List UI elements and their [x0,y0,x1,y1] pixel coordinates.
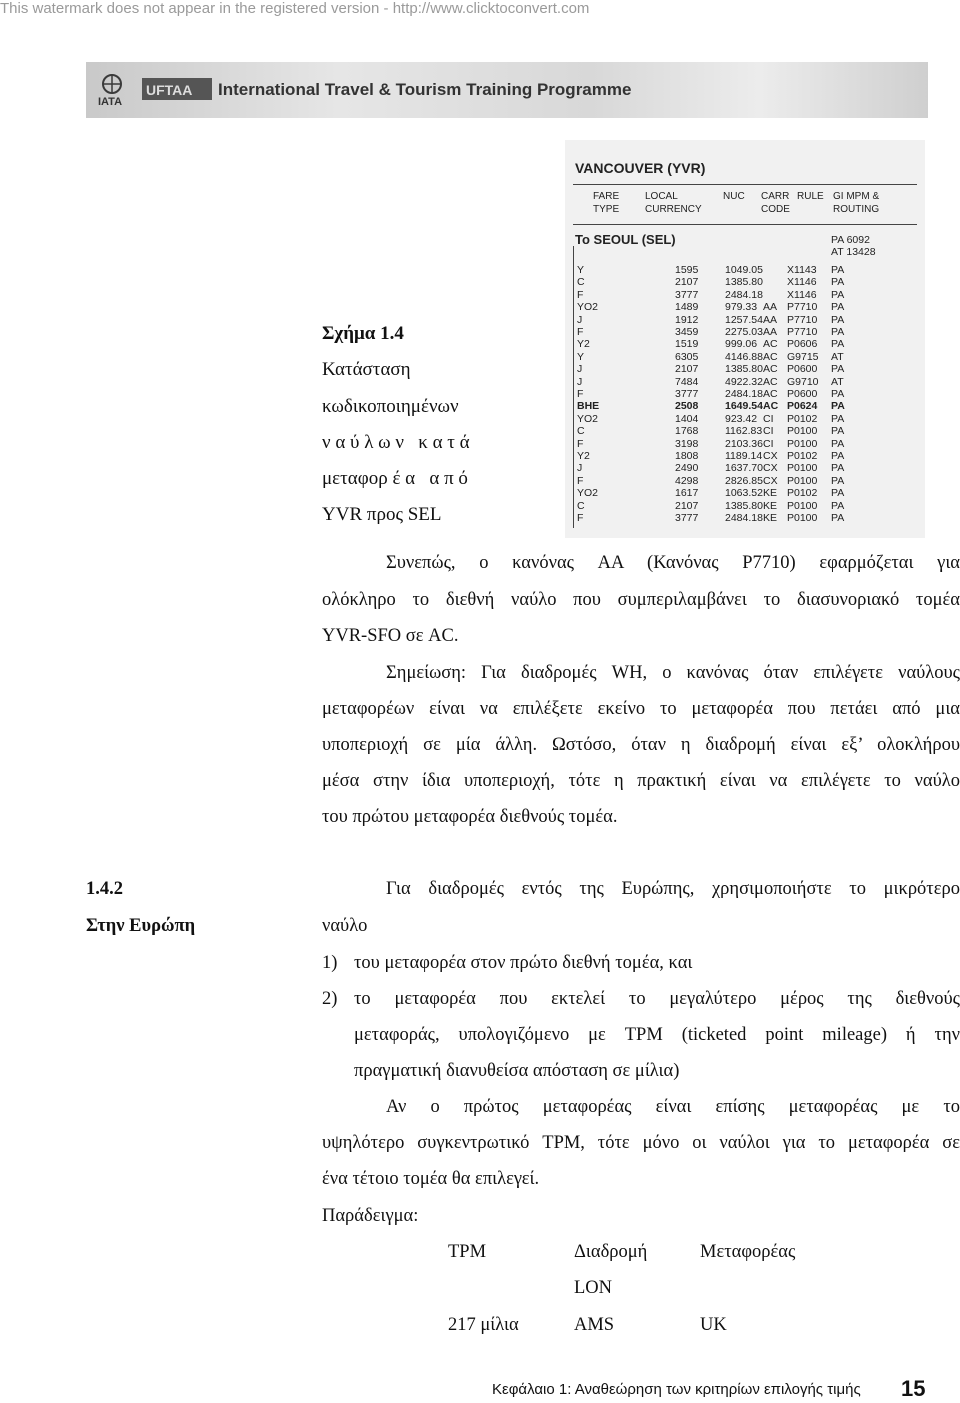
fare-cell: 999.06 [725,338,758,351]
fare-cell: F [577,288,584,301]
paragraph-line: ένα τέτοιο τομέα θα επιλεγεί. [322,1169,540,1189]
fare-cell: P0102 [787,450,818,462]
fare-cell: PA [831,437,845,450]
fare-row [565,487,925,499]
fare-cell: F [577,326,584,338]
fare-cell: AC [763,388,778,400]
fare-cell: P0102 [787,487,818,500]
fare-cell: CX [763,462,778,475]
figure-caption-line: Κατάσταση [322,359,411,380]
fare-row [565,301,925,313]
example-cell: AMS [574,1315,615,1335]
fare-cell: PA [831,400,845,413]
fare-cell: 3198 [675,437,699,450]
fare-row [565,438,925,450]
fare-cell: G9715 [787,350,819,363]
example-cell: 217 μίλια [448,1315,519,1335]
page-number: 15 [901,1376,926,1401]
fare-cell: PA [831,338,845,351]
fare-cell: PA [831,450,845,462]
fare-cell: X1146 [787,288,817,301]
paragraph-line: Αν ο πρώτος μεταφορέας είναι επίσης μεταφορέας με το [386,1097,960,1117]
fare-cell: 1519 [675,338,699,351]
fare-cell: J [577,363,583,376]
fare-cell: AA [763,326,778,338]
fare-cell: 2107 [675,499,699,512]
example-cell: LON [574,1278,613,1298]
fare-cell: 1617 [675,487,699,500]
fare-cell: PA [831,301,845,314]
fare-row [565,363,925,375]
fare-cell: CI [763,412,774,425]
fare-cell: PA [831,326,845,338]
fare-cell: 2826.85 [725,474,763,487]
fare-cell: 1063.52 [725,487,763,500]
iata-ufta-logo [94,72,214,108]
fare-cell: 1404 [675,412,699,425]
fare-cell: PA [831,462,845,475]
fare-cell: P0100 [787,512,818,524]
fare-cell: PA [831,313,845,326]
fare-cell: AC [763,350,778,363]
fare-cell: PA [831,512,845,524]
paragraph-line: μέσα στην ίδια υποπεριοχή, τότε η πρακτική είναι να επιλέγετε το ναύλο [322,771,960,791]
paragraph-line: μεταφορέων είναι να επιλέξετε εκείνο το μεταφορέα που πετάει από μια [322,699,960,719]
list-marker: 2) [322,989,338,1009]
fare-row [565,338,925,350]
fare-row [565,413,925,425]
list-item: πραγματική διανυθείσα απόσταση σε μίλια) [354,1061,680,1081]
fare-cell: C [577,425,585,438]
fare-cell: P0100 [787,437,818,450]
fare-cell: 1637.70 [725,462,763,475]
fare-row [565,351,925,363]
fare-cell: 2107 [675,363,699,376]
header-fare-type: FARE TYPE [593,191,620,215]
fare-cell: F [577,474,584,487]
fare-row [565,289,925,301]
fare-cell: AC [763,338,778,351]
fare-cell: CX [763,450,778,462]
fare-cell: 4298 [675,474,699,487]
example-header-tpm: TPM [448,1242,487,1262]
section-title: Στην Ευρώπη [86,916,196,936]
fare-row [565,462,925,474]
fare-cell: F [577,437,584,450]
fare-cell: 923.42 [725,412,758,425]
header-carr-code: CARR CODE [761,191,790,215]
fare-row [565,475,925,487]
watermark-text: This watermark does not appear in the registered version - http://www.clicktoconvert.com [0,0,590,17]
fare-cell: PA [831,412,845,425]
example-cell: UK [700,1315,727,1335]
fare-row [565,326,925,338]
header-local-currency: LOCAL CURRENCY [645,191,702,215]
fare-cell: 1595 [675,264,699,276]
fare-cell: P0100 [787,462,818,475]
figure-caption-line: κωδικοποιημένων [322,396,459,417]
fare-row [565,500,925,512]
fare-cell: Y2 [577,450,590,462]
fare-cell: AT [831,350,844,363]
fare-cell: 3459 [675,326,699,338]
header-nuc: NUC [723,191,745,202]
fare-cell: 1768 [675,425,699,438]
fare-cell: P0100 [787,499,818,512]
fare-cell: PA [831,288,845,301]
fare-cell: CI [763,437,774,450]
fare-row [565,512,925,524]
banner-title: International Travel & Tourism Training Programme [218,80,632,99]
fare-cell: P7710 [787,301,818,314]
fare-cell: PA [831,425,845,438]
fare-cell: C [577,276,585,289]
routing-mileage: PA 6092 AT 13428 [831,234,876,258]
fare-cell: YO2 [577,301,599,314]
fare-cell: 2103.36 [725,437,763,450]
fare-cell: P0600 [787,388,818,400]
fare-cell: 3777 [675,512,699,524]
fare-cell: 4922.32 [725,375,763,388]
fare-cell: 2484.18 [725,512,763,524]
fare-cell: AC [763,400,779,413]
fare-cell: J [577,375,583,388]
header-routing: GI MPM & ROUTING [833,191,880,215]
fare-cell: YO2 [577,487,599,500]
list-item: του μεταφορέα στον πρώτο διεθνή τομέα, και [354,953,693,973]
paragraph-line: ολόκληρο το διεθνή ναύλο που συμπεριλαμβάνει το διασυνοριακό τομέα [322,590,960,610]
fare-cell: 2484.18 [725,288,763,301]
fare-row [565,264,925,276]
fare-cell: 1189.14 [725,450,763,462]
example-header-carrier: Μεταφορέας [700,1242,796,1262]
figure-caption-line: YVR προς SEL [322,504,442,525]
fare-cell: 979.33 [725,301,758,314]
fare-row [565,376,925,388]
fare-cell: 2107 [675,276,699,289]
fare-cell: AA [763,313,778,326]
svg-text:IATA: IATA [98,96,123,108]
paragraph-line: ναύλο [322,916,368,936]
fare-cell: AA [763,301,778,314]
fare-cell: YO2 [577,412,599,425]
paragraph-line: Σημείωση: Για διαδρομές WH, ο κανόνας όταν επιλέγετε ναύλους [386,663,960,683]
header-rule: RULE [797,191,824,202]
fare-row [565,400,925,412]
fare-cell: P0600 [787,363,818,376]
fare-cell: AC [763,375,778,388]
fare-cell: P7710 [787,326,818,338]
fare-cell: CI [763,425,774,438]
fare-table-title: VANCOUVER (YVR) [575,160,706,176]
example-label: Παράδειγμα: [322,1206,419,1226]
fare-row [565,425,925,437]
paragraph-line: υποπεριοχή σε μία άλλη. Ωστόσο, όταν η διαδρομή είναι εξ’ ολοκλήρου [322,735,960,755]
fare-table-image [565,140,925,538]
paragraph-line: YVR-SFO σε AC. [322,626,459,646]
fare-cell: 6305 [675,350,699,363]
figure-caption-number: Σχήμα 1.4 [322,323,404,344]
fare-cell: G9710 [787,375,819,388]
fare-cell: 1385.80 [725,499,763,512]
fare-cell: KE [763,499,778,512]
iata-banner [86,62,928,118]
figure-caption-line: ν α ύ λ ω ν κ α τ ά [322,432,470,453]
fare-cell: P0624 [787,400,818,413]
fare-cell: X1146 [787,276,817,289]
fare-row [565,450,925,462]
fare-cell: J [577,313,583,326]
fare-cell: PA [831,388,845,400]
fare-cell: AC [763,363,778,376]
fare-cell: 1489 [675,301,699,314]
fare-cell: 1049.05 [725,264,763,276]
fare-cell: 2275.03 [725,326,763,338]
fare-cell: 7484 [675,375,699,388]
list-item: μεταφοράς, υπολογιζόμενο με TPM (ticketed point mileage) ή την [354,1025,960,1045]
fare-cell: 3777 [675,288,699,301]
fare-cell: 1162.83 [725,425,763,438]
fare-cell: 3777 [675,388,699,400]
fare-cell: 2490 [675,462,699,475]
fare-cell: 1385.80 [725,276,763,289]
fare-cell: P0102 [787,412,818,425]
fare-cell: F [577,388,584,400]
fare-table-route: To SEOUL (SEL) [575,232,676,247]
list-item: το μεταφορέα που εκτελεί το μεγαλύτερο μέρος της διεθνούς [354,989,960,1009]
list-marker: 1) [322,953,338,973]
paragraph-line: Για διαδρομές εντός της Ευρώπης, χρησιμοποιήστε το μικρότερο [386,879,960,899]
fare-cell: AT [831,375,844,388]
fare-cell: Y [577,264,585,276]
fare-cell: KE [763,487,778,500]
fare-cell: PA [831,487,845,500]
example-header-route: Διαδρομή [574,1242,648,1262]
fare-cell: P0606 [787,338,818,351]
fare-cell: 1808 [675,450,699,462]
fare-cell: Y2 [577,338,590,351]
page-footer: Κεφάλαιο 1: Αναθεώρηση των κριτηρίων επιλογής τιμής [492,1381,861,1398]
fare-cell: BHE [577,400,600,413]
fare-cell: PA [831,276,845,289]
fare-row [565,314,925,326]
fare-cell: J [577,462,583,475]
fare-cell: F [577,512,584,524]
fare-cell: PA [831,474,845,487]
fare-cell: KE [763,512,778,524]
fare-cell: 1257.54 [725,313,763,326]
fare-cell: P0100 [787,474,818,487]
fare-cell: 2508 [675,400,699,413]
paragraph-line: υψηλότερο συγκεντρωτικό TPM, τότε μόνο οι ναύλοι για το μεταφορέα σε [322,1133,960,1153]
svg-text:UFTAA: UFTAA [146,82,193,98]
fare-cell: P0100 [787,425,818,438]
fare-cell: 2484.18 [725,388,763,400]
fare-cell: P7710 [787,313,818,326]
fare-row [565,388,925,400]
fare-cell: PA [831,363,845,376]
fare-cell: C [577,499,585,512]
fare-cell: CX [763,474,778,487]
fare-cell: 1649.54 [725,400,763,413]
paragraph-line: Συνεπώς, ο κανόνας AA (Κανόνας P7710) εφαρμόζεται για [386,553,960,573]
paragraph-line: του πρώτου μεταφορέα διεθνούς τομέα. [322,807,618,827]
fare-row [565,276,925,288]
figure-caption-line: μεταφορ έ α α π ό [322,468,468,489]
fare-cell: PA [831,264,845,276]
fare-cell: 4146.88 [725,350,763,363]
fare-cell: Y [577,350,585,363]
fare-cell: 1385.80 [725,363,763,376]
fare-cell: X1143 [787,264,817,276]
section-number: 1.4.2 [86,879,123,899]
fare-cell: PA [831,499,845,512]
fare-cell: 1912 [675,313,699,326]
